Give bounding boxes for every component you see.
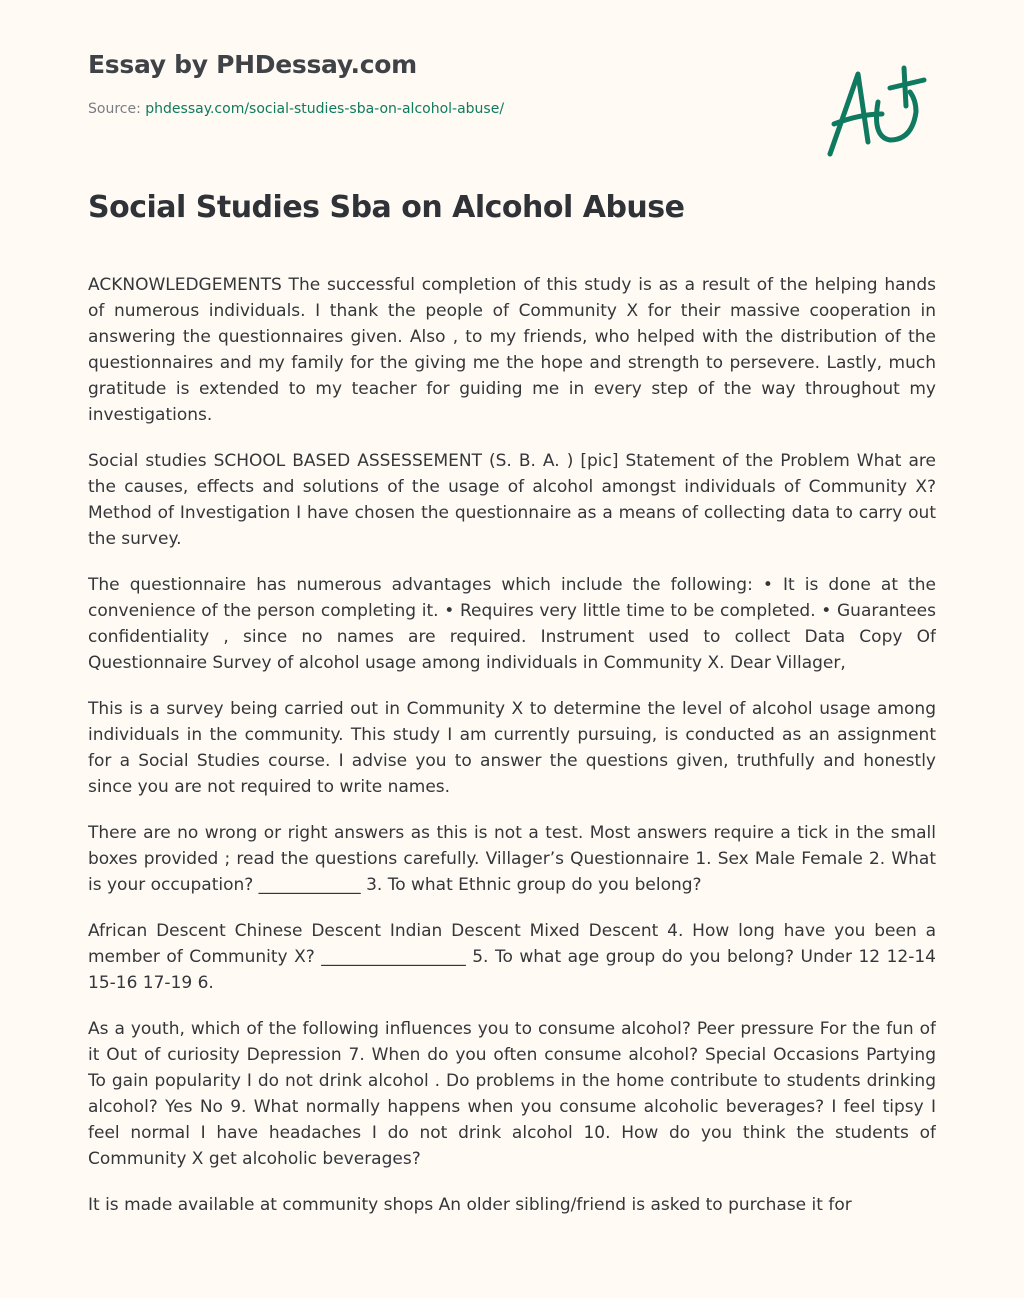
paragraph: There are no wrong or right answers as this is not a test. Most answers require a tick in the small boxes provided ; read the questions carefully. Villager’s Questionnaire 1. Sex Male Female 2. What is your occupation? ____________ 3. To what Ethnic group do you belong?: [88, 823, 936, 895]
paragraph: African Descent Chinese Descent Indian Descent Mixed Descent 4. How long have you been a member of Community X? _________________ 5. To what age group do you belong? Under 12 12-14 15-16 17-19 6.: [88, 921, 936, 993]
source-line: [88, 101, 504, 117]
a-plus-grade-icon: [820, 62, 930, 162]
essay-body: [88, 272, 936, 1272]
paragraph: ACKNOWLEDGEMENTS The successful completion of this study is as a result of the helping hands of numerous individuals. I thank the people of Community X for their massive cooperation in answering the questionnaires given. Also , to my friends, who helped with the distribution of the questionnaires and my family for the giving me the hope and strength to persevere. Lastly, much gratitude is extended to my teacher for guiding me in every step of the way throughout my investigations.: [88, 275, 936, 425]
page-title: Social Studies Sba on Alcohol Abuse: [88, 190, 685, 225]
source-link[interactable]: phdessay.com/social-studies-sba-on-alcohol-abuse/: [145, 101, 505, 117]
paragraph: The questionnaire has numerous advantages which include the following: • It is done at the convenience of the person completing it. • Requires very little time to be completed. • Guarantees confidentiality , since no names are required. Instrument used to collect Data Copy Of Questionnaire Survey of alcohol usage among individuals in Community X. Dear Villager,: [88, 575, 936, 673]
paragraph: Social studies SCHOOL BASED ASSESSEMENT (S. B. A. ) [pic] Statement of the Problem What are the causes, effects and solutions of the usage of alcohol amongst individuals of Community X? Method of Investigation I have chosen the questionnaire as a means of collecting data to carry out the survey.: [88, 451, 936, 549]
paragraph: This is a survey being carried out in Community X to determine the level of alcohol usage among individuals in the community. This study I am currently pursuing, is conducted as an assignment for a Social Studies course. I advise you to answer the questions given, truthfully and honestly since you are not required to write names.: [88, 699, 936, 797]
paragraph: It is made available at community shops An older sibling/friend is asked to purchase it for: [88, 1195, 852, 1215]
source-label: Source:: [88, 101, 141, 117]
paragraph: As a youth, which of the following influences you to consume alcohol? Peer pressure For the fun of it Out of curiosity Depression 7. When do you often consume alcohol? Special Occasions Partying To gain popularity I do not drink alcohol . Do problems in the home contribute to students drinking alcohol? Yes No 9. What normally happens when you consume alcoholic beverages? I feel tipsy I feel normal I have headaches I do not drink alcohol 10. How do you think the students of Community X get alcoholic beverages?: [88, 1019, 936, 1169]
site-brand: Essay by PHDessay.com: [88, 50, 417, 79]
